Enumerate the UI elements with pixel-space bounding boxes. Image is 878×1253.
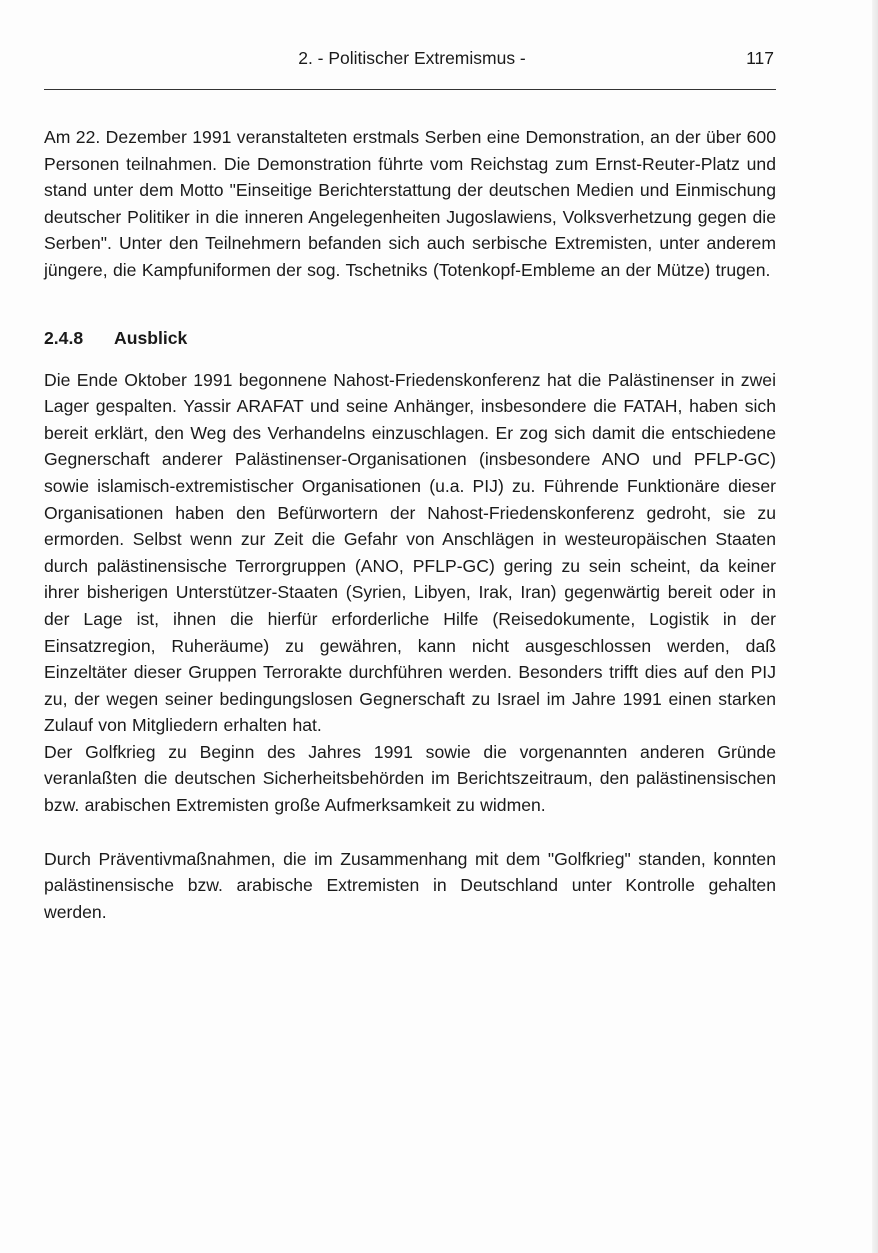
page-edge-shadow xyxy=(872,0,878,1253)
running-title: 2. - Politischer Extremismus - xyxy=(298,48,526,68)
page-header xyxy=(44,48,776,78)
page-number: 117 xyxy=(746,48,774,68)
paragraph-prevention: Durch Präventivmaßnahmen, die im Zusammenhang mit dem "Golfkrieg" standen, konnten palästinensische bzw. arabische Extremisten in Deutschland unter Kontrolle gehalten werden. xyxy=(44,848,776,922)
section-heading xyxy=(44,325,776,351)
spacer xyxy=(44,351,776,367)
paragraph-gulf-war: Der Golfkrieg zu Beginn des Jahres 1991 sowie die vorgenannten anderen Gründe veranlaßten die deutschen Sicherheitsbehörden im Berichtszeitraum, den palästinensischen bzw. arabischen Extremisten große Aufmerksamkeit zu widmen. xyxy=(44,741,776,816)
spacer xyxy=(44,819,776,846)
section-number: 2.4.8 xyxy=(44,327,84,348)
paragraph-serbian-demonstration: Am 22. Dezember 1991 veranstalteten erstmals Serben eine Demonstration, an der über 600 Personen teilnahmen. Die Demonstration führte vom Reichstag zum Ernst-Reuter-Platz und stand unter dem Motto "Einseitige Berichterstattung der deutschen Medien und Einmischung deutscher Politiker in die inneren Angelegenheiten Jugoslawiens, Volksverhetzung gegen die Serben". Unter den Teilnehmern befanden sich auch serbische Extremisten, unter anderem jüngere, die Kampfuniformen der sog. Tschetniks (Totenkopf-Embleme an der Mütze) trugen. xyxy=(44,127,776,280)
page-content xyxy=(44,124,776,925)
section-title: Ausblick xyxy=(114,327,188,348)
paragraph-outlook: Die Ende Oktober 1991 begonnene Nahost-Friedenskonferenz hat die Palästinenser in zwei Lager gespalten. Yassir ARAFAT und seine Anhänger, insbesondere die FATAH, haben sich bereit erklärt, den Weg des Verhandelns einzuschlagen. Er zog sich damit die entschiedene Gegnerschaft anderer Palästinenser-Organisationen (insbesondere ANO und PFLP-GC) sowie islamisch-extremistischer Organisationen (u.a. PIJ) zu. Führende Funktionäre dieser Organisationen haben den Befürwortern der Nahost-Friedenskonferenz gedroht, sie zu ermorden. Selbst wenn zur Zeit die Gefahr von Anschlägen in westeuropäischen Staaten durch palästinensische Terrorgruppen (ANO, PFLP-GC) gering zu sein scheint, da keiner ihrer bisherigen Unterstützer-Staaten (Syrien, Libyen, Irak, Iran) gegenwärtig bereit oder in der Lage ist, ihnen die hierfür erforderliche Hilfe (Reisedokumente, Logistik in der Einsatzregion, Ruheräume) zu gewähren, kann nicht ausgeschlossen werden, daß Einzeltäter dieser Gruppen Terrorakte durchführen werden. Besonders trifft dies auf den PIJ zu, der wegen seiner bedingungslosen Gegnerschaft zu Israel im Jahre 1991 einen starken Zulauf von Mitgliedern erhalten hat. xyxy=(44,369,776,736)
header-rule xyxy=(44,89,776,90)
